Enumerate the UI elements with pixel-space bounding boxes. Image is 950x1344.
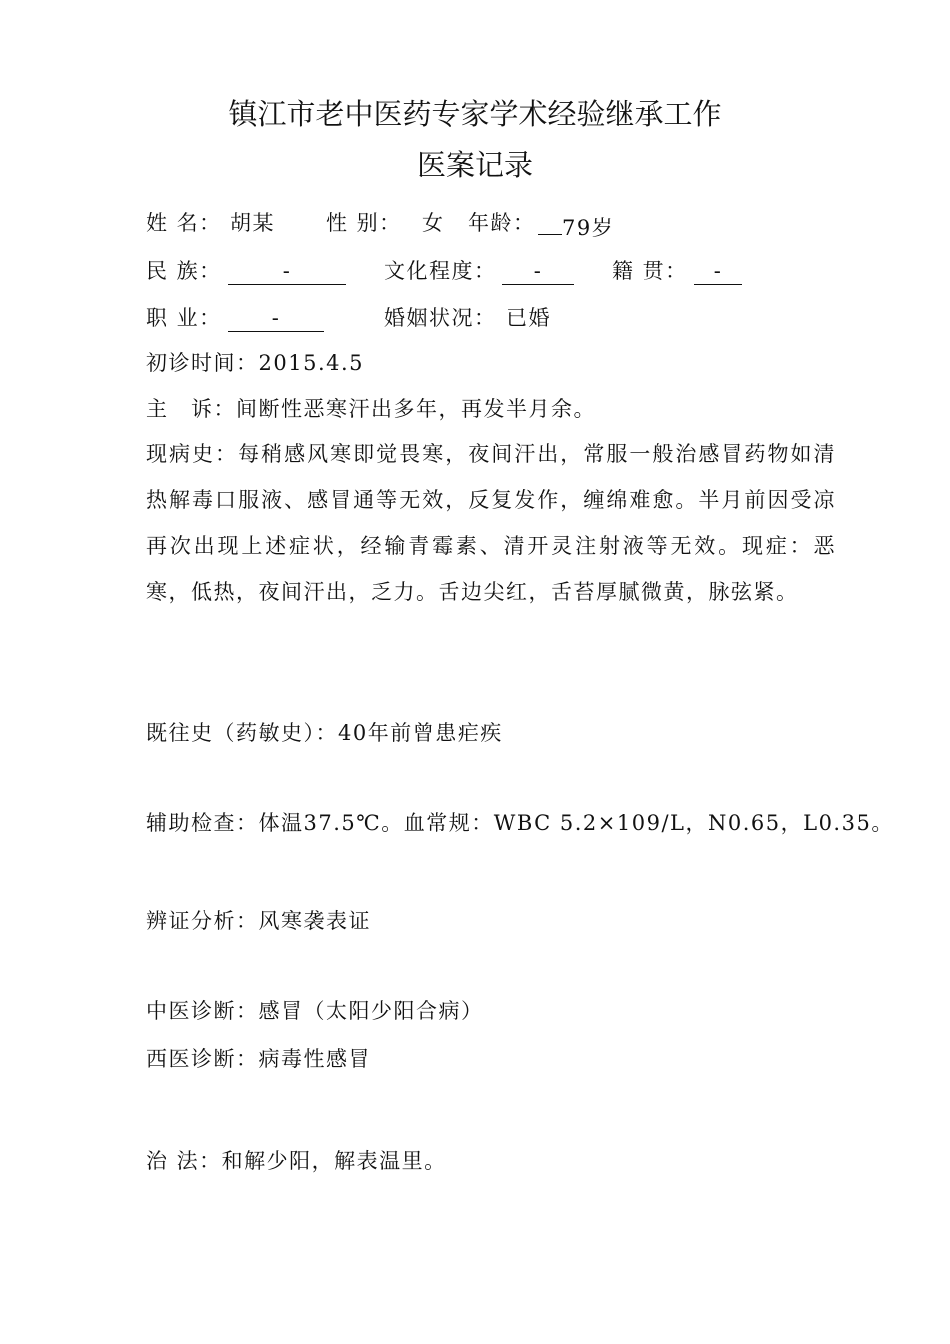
patient-sex: 女 bbox=[422, 211, 445, 235]
auxiliary-exam: 辅助检查：体温37.5℃。血常规：WBC 5.2×109/L，N0.65，L0.35。 bbox=[146, 811, 894, 835]
age-field bbox=[538, 208, 614, 243]
name-label: 姓 名： bbox=[146, 211, 222, 235]
occupation-label: 职 业： bbox=[146, 306, 222, 330]
patient-occupation: - bbox=[228, 305, 324, 332]
patient-origin: - bbox=[694, 258, 742, 285]
sex-label: 性 别： bbox=[326, 211, 402, 235]
education-field bbox=[502, 256, 574, 286]
marital-label: 婚姻状况： bbox=[384, 306, 497, 330]
occupation-field bbox=[228, 303, 324, 333]
past-history: 既往史（药敏史）：40年前曾患疟疾 bbox=[146, 721, 503, 745]
patient-ethnicity: - bbox=[228, 258, 346, 285]
patient-age: 79 bbox=[562, 216, 592, 240]
age-unit: 岁 bbox=[591, 216, 615, 240]
syndrome-analysis: 辨证分析：风寒袭表证 bbox=[146, 909, 371, 933]
western-diagnosis: 西医诊断：病毒性感冒 bbox=[146, 1047, 371, 1071]
patient-marital: 已婚 bbox=[506, 306, 551, 330]
education-label: 文化程度： bbox=[384, 259, 497, 283]
treatment: 治 法：和解少阳，解表温里。 bbox=[146, 1149, 447, 1173]
first-visit-row bbox=[146, 348, 364, 378]
document-subtitle: 医案记录 bbox=[416, 148, 533, 182]
document-title: 镇江市老中医药专家学术经验继承工作 bbox=[228, 97, 722, 131]
first-visit-label: 初诊时间： bbox=[146, 351, 259, 375]
chief-complaint: 主 诉：间断性恶寒汗出多年，再发半月余。 bbox=[146, 397, 596, 421]
ethnicity-field bbox=[228, 256, 346, 286]
age-label: 年龄： bbox=[468, 211, 536, 235]
tcm-diagnosis: 中医诊断：感冒（太阳少阳合病） bbox=[146, 999, 484, 1023]
origin-label: 籍 贯： bbox=[612, 259, 688, 283]
ethnicity-label: 民 族： bbox=[146, 259, 222, 283]
patient-education: - bbox=[502, 258, 574, 285]
present-illness: 现病史：每稍感风寒即觉畏寒，夜间汗出，常服一般治感冒药物如清热解毒口服液、感冒通等无效，反复发作，缠绵难愈。半月前因受凉再次出现上述症状，经输青霉素、清开灵注射液等无效。现症：恶寒，低热，夜间汗出，乏力。舌边尖红，舌苔厚腻微黄，脉弦紧。 bbox=[146, 442, 836, 604]
first-visit-date: 2015.4.5 bbox=[258, 351, 365, 375]
patient-name: 胡某 bbox=[230, 211, 275, 235]
origin-field bbox=[694, 256, 742, 286]
age-blank bbox=[538, 208, 562, 235]
